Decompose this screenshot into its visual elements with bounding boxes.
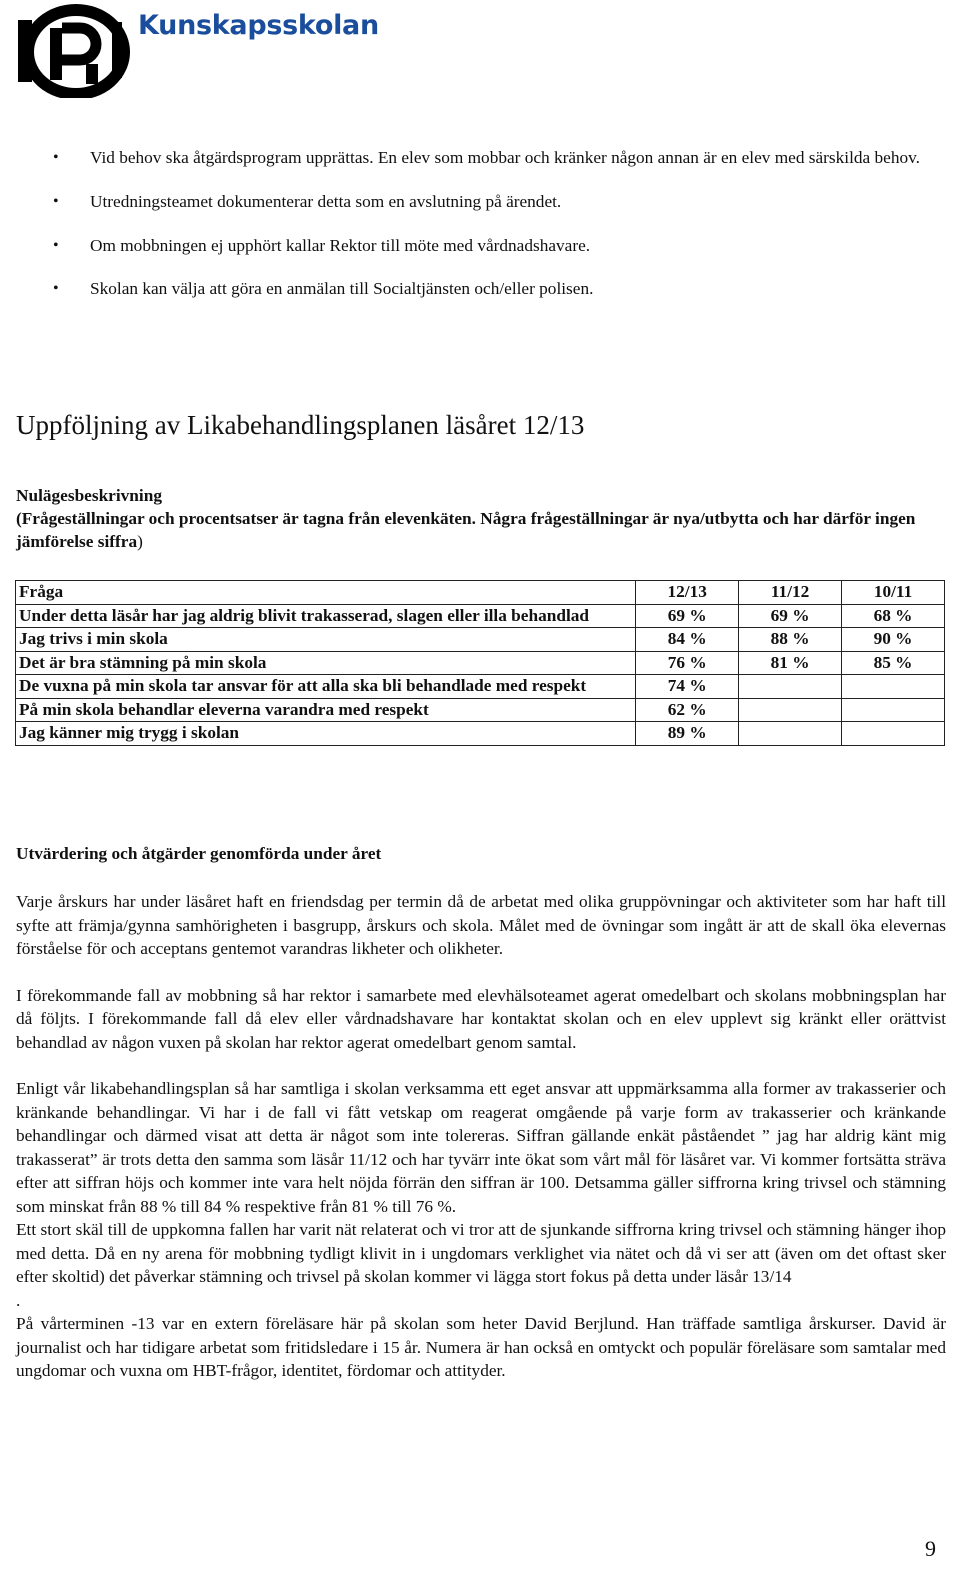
value-cell	[842, 698, 945, 722]
table-header-row	[16, 581, 945, 605]
value-cell: 69 %	[739, 604, 842, 628]
value-cell	[842, 722, 945, 746]
value-cell: 74 %	[636, 675, 739, 699]
table-row	[16, 651, 945, 675]
evaluation-title: Utvärdering och åtgärder genomförda under året	[16, 844, 382, 863]
paragraph: Enligt vår likabehandlingsplan så har samtliga i skolan verksamma ett eget ansvar att uppmärksamma alla former av trakasserier och kränkande behandlingar. Vi har i de fall vi fått vetskap om reagerat omgående på varje form av trakasserier och kränkande behandlingar och därmed visat att detta är något som inte tolereras. Siffran gällande enkät påståendet ” jag har aldrig känt mig trakasserat” är trots detta den samma som läsår 11/12 och har tyvärr inte ökat som vårt mål för läsåret var. Vi kommer fortsätta sträva efter att siffran höjs och kommer inte vara helt nöjda förrän den siffran är 100. Detsamma gäller siffrorna kring trivsel och stämning som minskat från 88 % till 84 % respektive från 81 % till 76 %.	[16, 1079, 946, 1216]
question-cell: Jag känner mig trygg i skolan	[16, 722, 636, 746]
header-question: Fråga	[16, 581, 636, 605]
status-title: Nulägesbeskrivning	[16, 486, 162, 505]
question-cell: Jag trivs i min skola	[16, 628, 636, 652]
bullet-item: • Skolan kan välja att göra en anmälan till Socialtjänsten och/eller polisen.	[48, 277, 948, 300]
value-cell: 81 %	[739, 651, 842, 675]
survey-table	[15, 580, 945, 746]
value-cell: 69 %	[636, 604, 739, 628]
paragraph: På vårterminen -13 var en extern föreläsare här på skolan som heter David Berjlund. Han träffade samtliga årskurser. David är journalist och har tidigare arbetat som fritidsledare i 15 år. Numera är han också en omtyckt och populär föreläsare som samtalar med ungdomar och vuxna om HBT-frågor, identitet, fördomar och attityder.	[16, 1314, 946, 1380]
question-cell: Det är bra stämning på min skola	[16, 651, 636, 675]
header-year: 10/11	[842, 581, 945, 605]
value-cell	[739, 698, 842, 722]
bullet-item: • Om mobbningen ej upphört kallar Rektor till möte med vårdnadshavare.	[48, 234, 948, 257]
table-row	[16, 675, 945, 699]
header-year: 11/12	[739, 581, 842, 605]
status-note-end: )	[137, 532, 143, 551]
value-cell: 85 %	[842, 651, 945, 675]
value-cell	[842, 675, 945, 699]
value-cell: 62 %	[636, 698, 739, 722]
question-cell: De vuxna på min skola tar ansvar för att alla ska bli behandlade med respekt	[16, 675, 636, 699]
value-cell: 76 %	[636, 651, 739, 675]
question-cell: Under detta läsår har jag aldrig blivit trakasserad, slagen eller illa behandlad	[16, 604, 636, 628]
table-row	[16, 604, 945, 628]
paragraph: I förekommande fall av mobbning så har rektor i samarbete med elevhälsoteamet agerat omedelbart och skolans mobbningsplan har då följts. I förekommande fall då elev eller vårdnadshavare har kontaktat skolan och en elev upplevt sig kränkt eller orättvist behandlad av någon vuxen på skolan har rektor agerat omedelbart genom samtal.	[16, 985, 946, 1052]
table-row	[16, 722, 945, 746]
value-cell: 84 %	[636, 628, 739, 652]
page-number: 9	[925, 1536, 936, 1561]
header-year: 12/13	[636, 581, 739, 605]
status-note-text: (Frågeställningar och procentsatser är tagna från elevenkäten. Några frågeställningar är nya/utbytta och har därför ingen jämförelse siffra	[16, 509, 916, 551]
evaluation-body	[16, 890, 946, 1383]
status-description	[16, 484, 946, 553]
question-cell: På min skola behandlar eleverna varandra med respekt	[16, 698, 636, 722]
section-heading: Uppföljning av Likabehandlingsplanen läsåret 12/13	[16, 410, 585, 440]
paragraph: Varje årskurs har under läsåret haft en friendsdag per termin då de arbetat med olika gruppövningar och aktiviteter som har haft till syfte att främja/gynna samhörigheten i basgrupp, årskurs och skola. Målet med de övningar som ingått är att de skall öka elevernas förståelse för och acceptans gentemot varandras likheter och olikheter.	[16, 892, 946, 958]
table-row	[16, 698, 945, 722]
value-cell: 88 %	[739, 628, 842, 652]
value-cell	[739, 675, 842, 699]
status-note	[16, 507, 946, 553]
bullet-item: • Utredningsteamet dokumenterar detta som en avslutning på ärendet.	[48, 190, 948, 213]
table-row	[16, 628, 945, 652]
value-cell: 90 %	[842, 628, 945, 652]
value-cell	[739, 722, 842, 746]
bullet-list	[48, 146, 948, 321]
paragraph: .	[16, 1290, 21, 1310]
brand-name: Kunskapsskolan	[138, 10, 379, 41]
bullet-item: • Vid behov ska åtgärdsprogram upprättas. En elev som mobbar och kränker någon annan är en elev med särskilda behov.	[48, 146, 948, 169]
value-cell: 89 %	[636, 722, 739, 746]
kunskapsskolan-logo-icon	[14, 2, 132, 98]
value-cell: 68 %	[842, 604, 945, 628]
paragraph: Ett stort skäl till de uppkomna fallen har varit nät relaterat och vi tror att de sjunkande siffrorna kring trivsel och stämning hänger ihop med detta. Då en ny arena för mobbning tydligt klivit in i ungdomars verklighet via nätet och då vi ser att (även om det oftast sker efter skoltid) det påverkar stämning och trivsel på skolan kommer vi lägga stort fokus på detta under läsår 13/14	[16, 1220, 946, 1286]
